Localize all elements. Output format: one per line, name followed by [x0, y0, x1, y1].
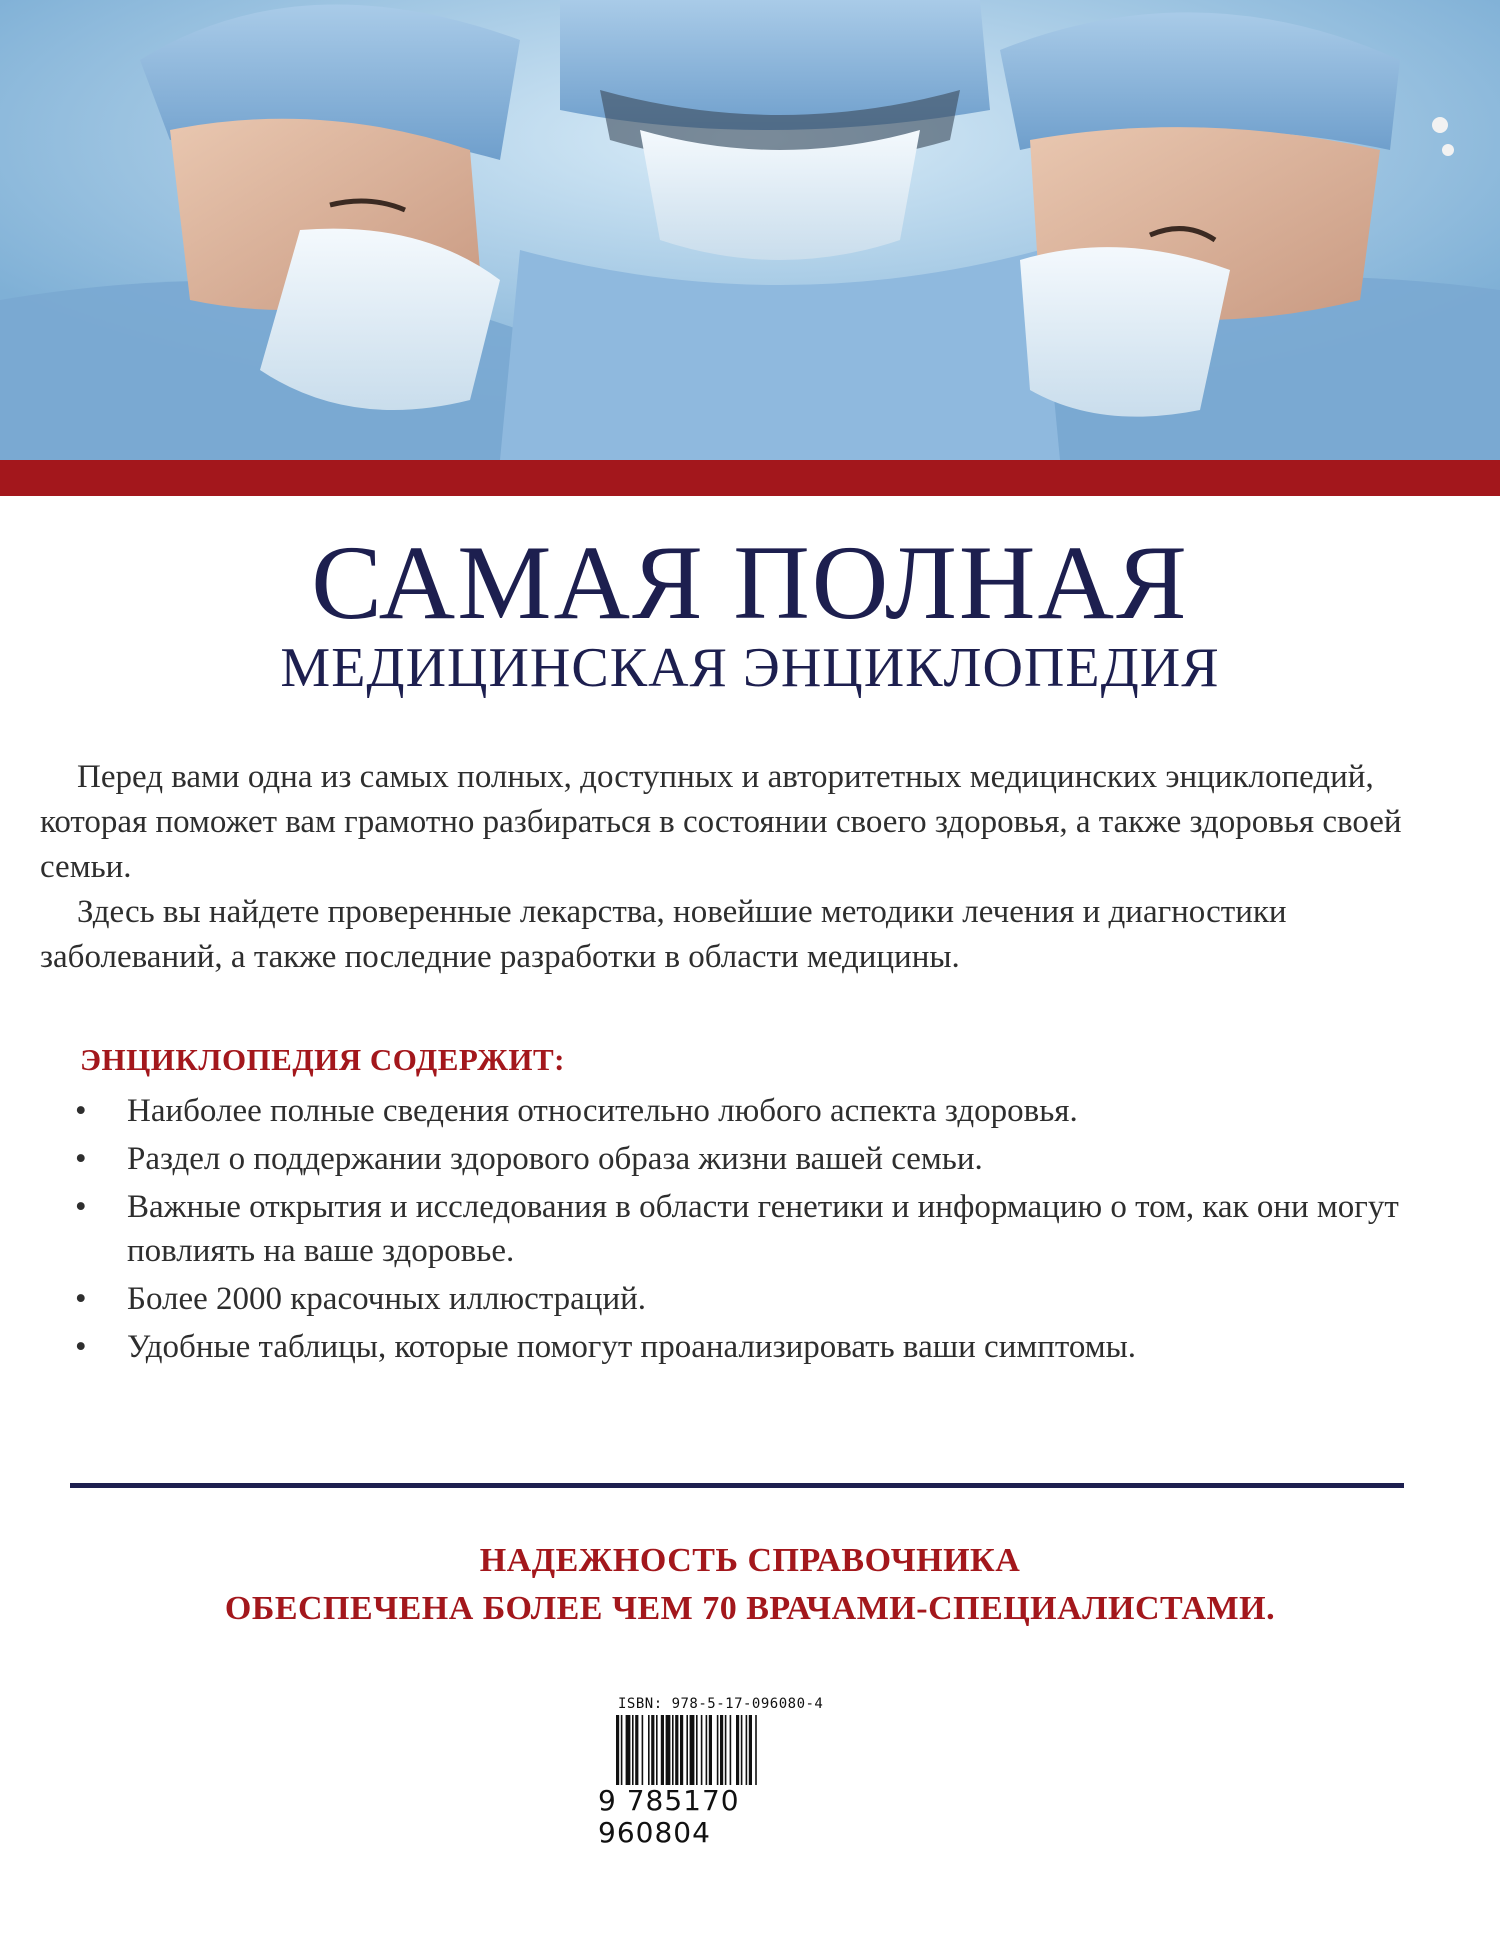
list-item: [75, 1089, 1455, 1133]
list-item-text: Наиболее полные сведения относительно любого аспекта здоровья.: [127, 1093, 1078, 1129]
barcode-bar: [626, 1715, 631, 1785]
barcode-bars: [598, 1715, 838, 1785]
list-item: [75, 1137, 1455, 1181]
bullet-icon: •: [75, 1329, 87, 1365]
bullet-icon: •: [75, 1281, 87, 1317]
list-item-text: Важные открытия и исследования в области генетики и информацию о том, как они могут повлиять на ваше здоровье.: [127, 1189, 1399, 1269]
contents-list: [75, 1089, 1455, 1373]
list-item-text: Более 2000 красочных иллюстраций.: [127, 1281, 647, 1317]
barcode-bar: [717, 1715, 719, 1785]
bullet-icon: •: [75, 1093, 87, 1129]
surgeons-illustration: [0, 0, 1500, 460]
isbn-label: ISBN: 978-5-17-096080-4: [618, 1696, 824, 1712]
contents-heading: ЭНЦИКЛОПЕДИЯ СОДЕРЖИТ:: [80, 1042, 565, 1077]
barcode-bar: [690, 1715, 695, 1785]
barcode-bar: [725, 1715, 727, 1785]
barcode-bar: [616, 1715, 619, 1785]
intro-paragraph: Здесь вы найдете проверенные лекарства, новейшие методики лечения и диагностики заболеваний, а также последние разработки в области медицины.: [40, 894, 1287, 975]
barcode-bar: [651, 1715, 654, 1785]
isbn-barcode: [598, 1695, 838, 1849]
divider: [70, 1483, 1404, 1488]
barcode-bar: [730, 1715, 732, 1785]
page-subtitle: МЕДИЦИНСКАЯ ЭНЦИКЛОПЕДИЯ: [280, 637, 1220, 699]
red-band: [0, 460, 1500, 496]
barcode-bar: [701, 1715, 703, 1785]
list-item: [75, 1325, 1455, 1369]
reliability-note: [0, 1537, 1500, 1633]
reliability-line: ОБЕСПЕЧЕНА БОЛЕЕ ЧЕМ 70 ВРАЧАМИ-СПЕЦИАЛИСТАМИ.: [224, 1590, 1276, 1627]
barcode-bar: [648, 1715, 650, 1785]
bullet-icon: •: [75, 1141, 87, 1177]
hero-photo: [0, 0, 1500, 460]
barcode-bar: [709, 1715, 712, 1785]
barcode-bar: [621, 1715, 623, 1785]
barcode-bar: [632, 1715, 634, 1785]
barcode-bar: [686, 1715, 688, 1785]
barcode-bar: [749, 1715, 752, 1785]
barcode-bar: [755, 1715, 757, 1785]
reliability-line: НАДЕЖНОСТЬ СПРАВОЧНИКА: [479, 1542, 1021, 1579]
barcode-bar: [672, 1715, 674, 1785]
list-item-text: Раздел о поддержании здорового образа жизни вашей семьи.: [127, 1141, 983, 1177]
barcode-bar: [736, 1715, 739, 1785]
barcode-bar: [696, 1715, 698, 1785]
barcode-bar: [656, 1715, 658, 1785]
barcode-bar: [635, 1715, 638, 1785]
barcode-bar: [706, 1715, 708, 1785]
barcode-bar: [675, 1715, 678, 1785]
intro-text: [40, 755, 1450, 980]
intro-paragraph: Перед вами одна из самых полных, доступных и авторитетных медицинских энциклопедий, которая поможет вам грамотно разбираться в состоянии своего здоровья, а также здоровья своей семьи.: [40, 759, 1402, 885]
page-title: САМАЯ ПОЛНАЯ: [311, 524, 1189, 641]
barcode-bar: [720, 1715, 723, 1785]
barcode-bar: [741, 1715, 743, 1785]
barcode-bar: [746, 1715, 748, 1785]
list-item: [75, 1185, 1455, 1273]
barcode-bar: [666, 1715, 671, 1785]
list-item: [75, 1277, 1455, 1321]
barcode-bar: [642, 1715, 644, 1785]
barcode-number: 9 785170 960804: [598, 1784, 740, 1849]
barcode-bar: [661, 1715, 664, 1785]
list-item-text: Удобные таблицы, которые помогут проанализировать ваши симптомы.: [127, 1329, 1137, 1365]
bullet-icon: •: [75, 1189, 87, 1225]
barcode-bar: [680, 1715, 683, 1785]
